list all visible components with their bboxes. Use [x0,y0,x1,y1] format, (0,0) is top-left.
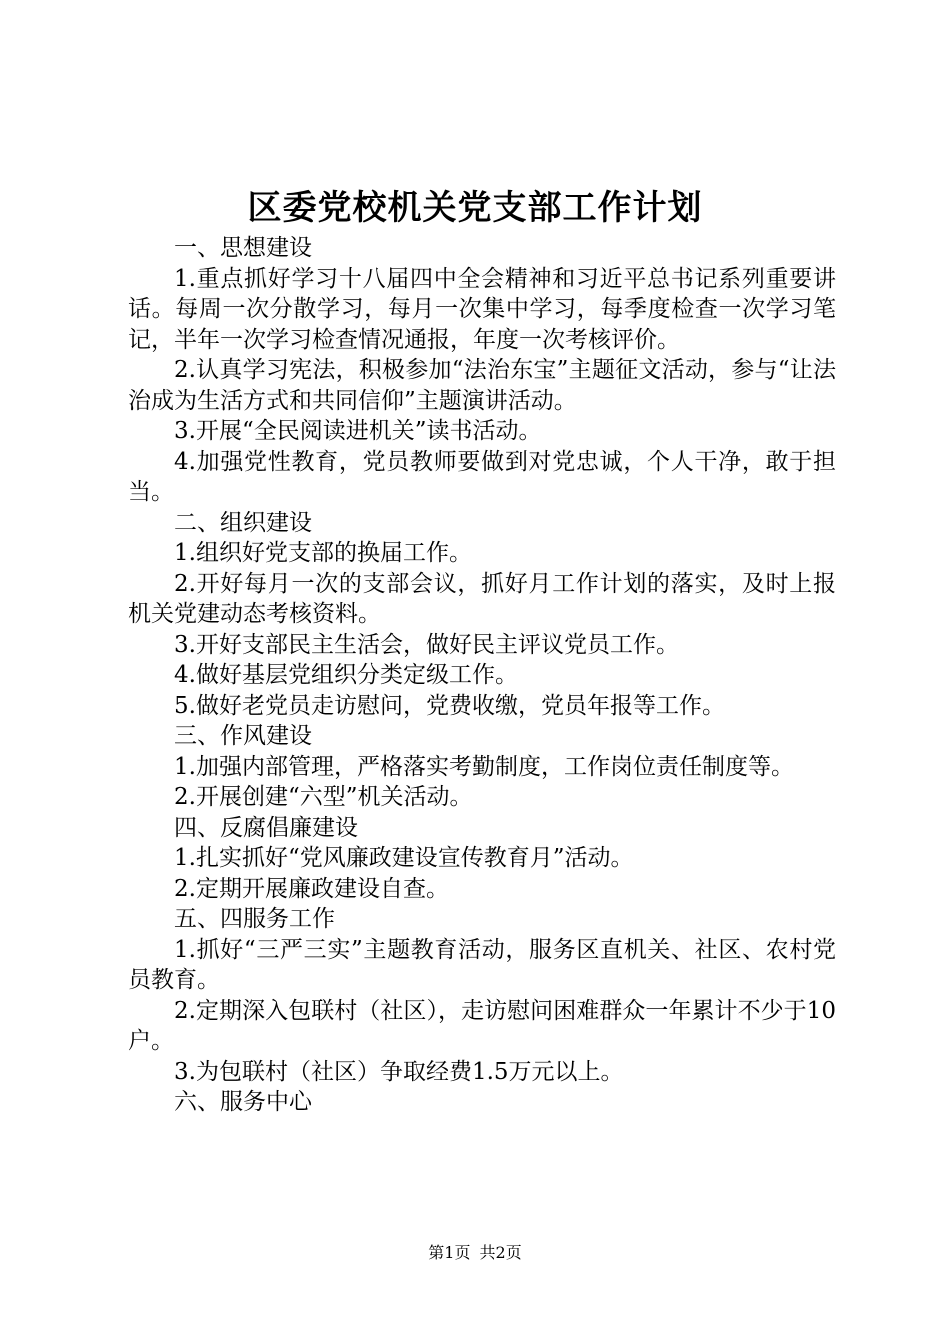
section-heading: 二、组织建设 [174,509,312,536]
paragraph: 3.开展“全民阅读进机关”读书活动。 [174,418,542,444]
paragraph: 2.定期开展廉政建设自查。 [174,875,449,902]
paragraph: 1.重点抓好学习十八届四中全会精神和习近平总书记系列重要讲话。每周一次分散学习，每月一次集中学习，每季度检查一次学习笔记，半年一次学习检查情况通报，年度一次考核评价。 [128,265,836,353]
section-heading: 五、四服务工作 [174,906,335,932]
section-heading: 四、反腐倡廉建设 [174,814,358,841]
section-heading: 三、作风建设 [174,723,312,749]
paragraph: 4.加强党性教育，党员教师要做到对党忠诚，个人干净，敢于担当。 [128,448,836,505]
document-body [128,233,836,1118]
paragraph: 3.为包联村（社区）争取经费1.5万元以上。 [174,1058,624,1085]
page-number: 第1页 [428,1243,471,1262]
paragraph: 1.组织好党支部的换届工作。 [174,540,472,566]
paragraph: 2.开好每月一次的支部会议，抓好月工作计划的落实，及时上报机关党建动态考核资料。 [128,570,836,627]
paragraph: 2.认真学习宪法，积极参加“法治东宝”主题征文活动，参与“让法治成为生活方式和共同信仰”主题演讲活动。 [128,357,836,414]
paragraph: 1.加强内部管理，严格落实考勤制度，工作岗位责任制度等。 [174,753,794,780]
paragraph: 5.做好老党员走访慰问，党费收缴，党员年报等工作。 [174,692,725,719]
section-heading: 六、服务中心 [174,1089,312,1115]
paragraph: 1.扎实抓好“党风廉政建设宣传教育月”活动。 [174,845,634,871]
paragraph: 2.开展创建“六型”机关活动。 [174,784,473,810]
paragraph: 1.抓好“三严三实”主题教育活动，服务区直机关、社区、农村党员教育。 [128,936,836,993]
section-heading: 一、思想建设 [174,235,312,261]
paragraph: 4.做好基层党组织分类定级工作。 [174,662,518,688]
paragraph: 3.开好支部民主生活会，做好民主评议党员工作。 [174,631,679,658]
document-title: 区委党校机关党支部工作计划 [247,188,703,228]
page-total: 共2页 [479,1243,522,1262]
paragraph: 2.定期深入包联村（社区），走访慰问困难群众一年累计不少于10户。 [128,997,836,1054]
page-footer [0,1243,950,1263]
